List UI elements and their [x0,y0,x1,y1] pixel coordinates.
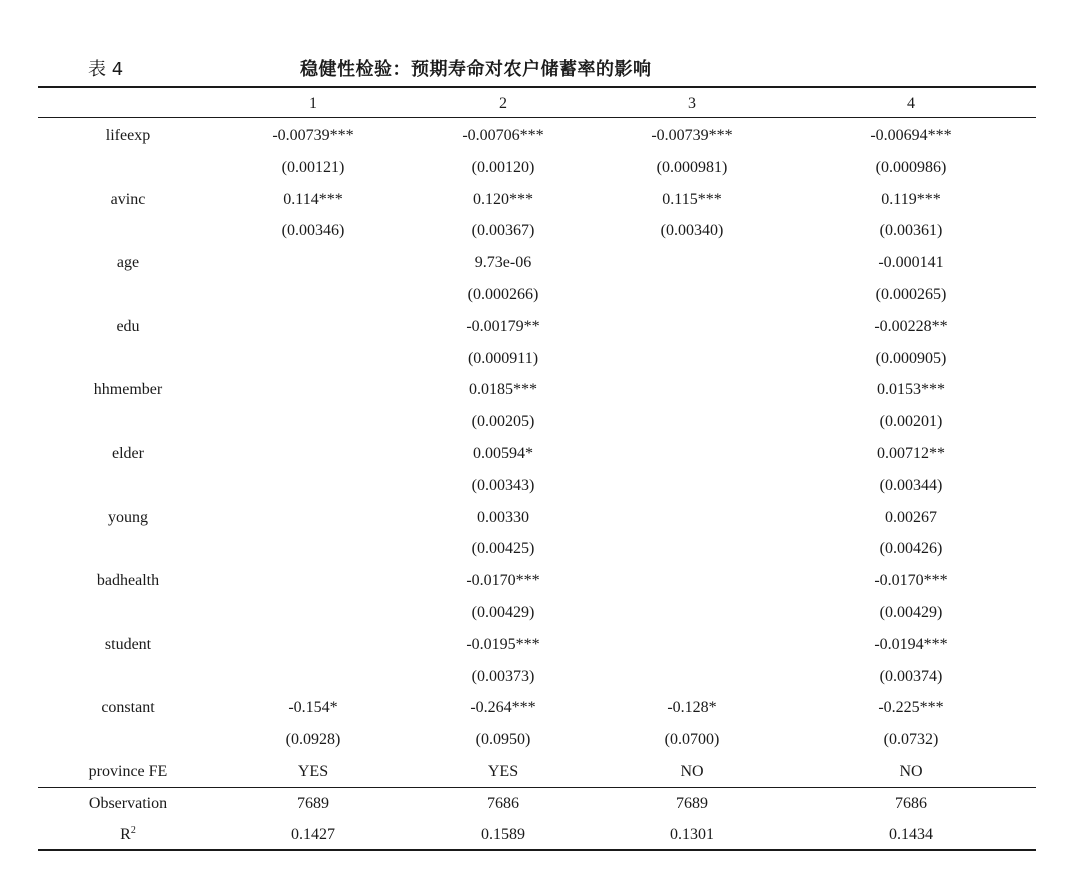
table-row [38,565,1036,597]
table-cell: -0.00706*** [462,127,544,144]
footer-cell: 7689 [676,795,708,812]
table-row [38,120,1036,152]
table-cell: (0.0732) [883,731,939,749]
table-body [38,120,1036,788]
table-cell: (0.000981) [656,158,728,176]
table-cell: -0.00739*** [272,127,354,144]
footer-cell: 0.1301 [670,826,714,843]
row-label [38,279,218,311]
footer-cell: 0.1589 [481,826,525,843]
table-cell [598,629,786,661]
table-row [38,756,1036,788]
table-cell: -0.225*** [878,699,944,717]
table-cell: (0.00429) [879,603,943,621]
table-cell [598,247,786,279]
table-cell [598,470,786,502]
table-caption [38,56,1036,84]
table-cell: (0.00374) [879,667,943,685]
table-row [38,279,1036,311]
table-cell: -0.0170*** [874,572,948,590]
table-cell: YES [487,762,519,780]
table-cell: (0.0950) [475,731,531,749]
table-cell [598,502,786,534]
table-row [38,724,1036,756]
table-cell: 0.00594* [473,444,533,462]
table-row [38,374,1036,406]
table-cell: 0.00267 [885,508,937,526]
row-label [38,661,218,693]
table-cell [218,533,408,565]
table-cell: (0.00425) [471,540,535,558]
row-label [38,406,218,438]
table-cell [218,311,408,343]
table-cell [218,343,408,375]
table-label: 表 4 [88,59,124,80]
table-cell: (0.000986) [875,158,947,176]
table-cell: 0.00712** [877,444,945,462]
table-cell: (0.00343) [471,476,535,494]
top-rule [38,86,1036,88]
header-rule [38,117,1036,118]
table-cell [218,629,408,661]
row-label: lifeexp [105,127,151,144]
footer-row [38,819,1036,850]
footer-cell: 7686 [895,795,927,812]
header-cell-1: 1 [309,95,317,112]
table-cell: (0.0928) [285,731,341,749]
table-cell: 0.114*** [283,190,343,208]
table-cell: (0.00205) [471,413,535,431]
table-cell [598,279,786,311]
row-label: hhmember [93,381,163,399]
table-cell [218,279,408,311]
table-cell: -0.0195*** [466,635,540,653]
table-cell: (0.00367) [471,222,535,240]
table-row [38,470,1036,502]
table-cell: -0.00694*** [870,127,952,144]
table-cell [598,343,786,375]
row-label: student [104,635,152,653]
footer-row [38,788,1036,819]
table-cell: -0.154* [288,699,338,717]
table-cell [218,470,408,502]
row-label [38,152,218,184]
table-row [38,311,1036,343]
table-cell [218,502,408,534]
table-cell: (0.000265) [875,285,947,303]
footer-label-superscript: 2 [130,825,136,836]
table-cell [598,661,786,693]
table-cell: NO [899,762,923,780]
table-cell: NO [680,762,704,780]
table-cell: (0.00340) [660,222,724,240]
table-cell: (0.00426) [879,540,943,558]
table-row [38,502,1036,534]
table-cell [598,406,786,438]
header-cell-4: 4 [907,95,915,112]
table-row [38,438,1036,470]
row-label: avinc [110,190,146,208]
table-row [38,629,1036,661]
table-cell: (0.00361) [879,222,943,240]
table-cell: (0.00346) [281,222,345,240]
row-label [38,533,218,565]
footer-row-label [38,788,218,819]
table-cell: -0.000141 [878,254,944,272]
footer-label-text: R [120,826,131,843]
table-cell: 0.0185*** [469,381,537,399]
row-label: badhealth [96,572,160,590]
table-cell: (0.00373) [471,667,535,685]
table-row [38,597,1036,629]
table-cell [598,533,786,565]
table-row [38,184,1036,216]
footer-cell: 0.1434 [889,826,933,843]
row-label [38,343,218,375]
table-row [38,247,1036,279]
table-cell: -0.00179** [466,317,540,335]
footer-row-label [38,819,218,850]
row-label: province FE [88,762,168,780]
table-cell: (0.000905) [875,349,947,367]
row-label [38,724,218,756]
header-cell-var [38,90,218,117]
table-title: 稳健性检验：预期寿命对农户储蓄率的影响 [300,59,652,80]
footer-cell: 7686 [487,795,519,812]
row-label [38,597,218,629]
table-cell: (0.000266) [467,285,539,303]
table-cell: (0.00120) [471,158,535,176]
table-cell [598,438,786,470]
row-label: elder [112,444,144,462]
table-cell: (0.0700) [664,731,720,749]
table-row [38,661,1036,693]
table-row [38,343,1036,375]
table-row [38,692,1036,724]
table-cell: YES [297,762,329,780]
table-cell: -0.0170*** [466,572,540,590]
table-cell: -0.264*** [470,699,536,717]
table-footer [38,788,1036,850]
header-cell-2: 2 [499,95,507,112]
row-label: age [116,254,140,272]
table-cell [218,597,408,629]
table-row [38,406,1036,438]
table-cell [218,374,408,406]
table-cell: (0.00121) [281,158,345,176]
row-label: young [108,508,148,526]
row-label: constant [101,699,155,717]
header-cell-3: 3 [688,95,696,112]
table-header [38,90,1036,117]
table-cell [218,247,408,279]
table-cell: (0.00344) [879,476,943,494]
table-cell: -0.00228** [874,317,948,335]
table-cell: 0.0153*** [877,381,945,399]
table-cell: -0.128* [667,699,717,717]
footer-cell: 0.1427 [291,826,335,843]
table-cell: (0.000911) [467,349,539,367]
table-cell: 9.73e-06 [474,254,532,272]
table-cell [218,406,408,438]
table-cell [598,597,786,629]
table-cell: (0.00429) [471,603,535,621]
table-row [38,152,1036,184]
table-cell: (0.00201) [879,413,943,431]
table-cell: 0.119*** [881,190,941,208]
row-label: edu [116,317,140,335]
table-cell: -0.0194*** [874,635,948,653]
row-label [38,215,218,247]
table-row [38,533,1036,565]
table-cell: 0.120*** [473,190,533,208]
table-cell: -0.00739*** [651,127,733,144]
table-cell [598,565,786,597]
table-cell [218,438,408,470]
table-cell [598,374,786,406]
header-row [38,90,1036,117]
table-cell [218,565,408,597]
footer-label-text: Observation [88,795,168,812]
table-cell: 0.00330 [477,508,529,526]
bottom-rule [38,849,1036,851]
table-row [38,215,1036,247]
row-label [38,470,218,502]
table-cell [598,311,786,343]
table-cell [218,661,408,693]
footer-cell: 7689 [297,795,329,812]
table-cell: 0.115*** [662,190,722,208]
